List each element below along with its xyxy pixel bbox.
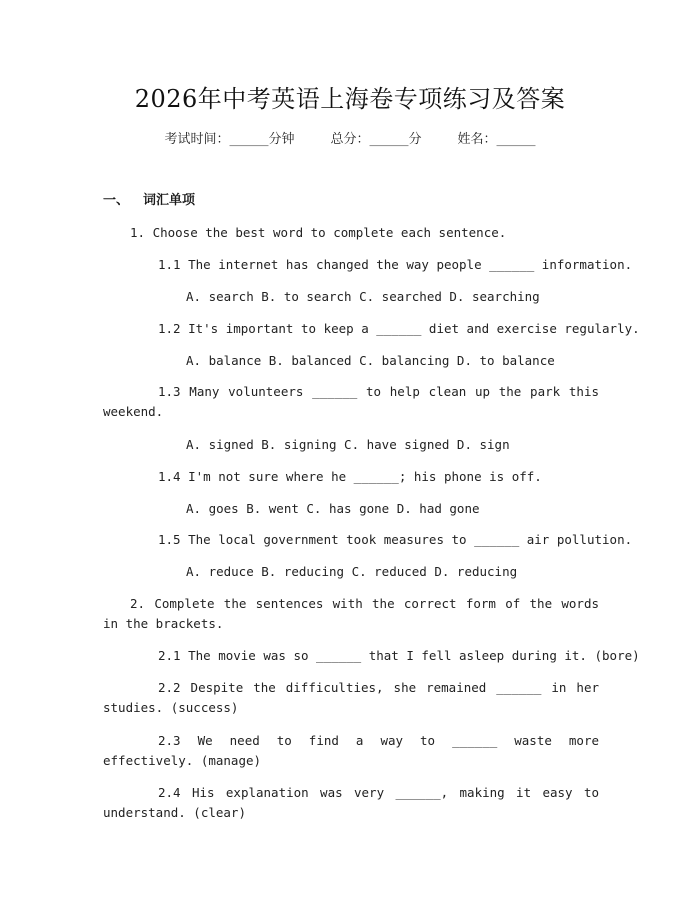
section-heading bbox=[103, 192, 195, 210]
question-1-5-stem: 1.5 The local government took measures to ______ air pollution. bbox=[158, 532, 633, 547]
question-2-4-stem-block bbox=[103, 783, 599, 823]
question-1-3-stem-block bbox=[103, 382, 599, 422]
page-title: 2026年中考英语上海卷专项练习及答案 bbox=[134, 85, 566, 113]
question-2-instruction-block bbox=[103, 594, 599, 634]
question-1-3-stem: 1.3 Many volunteers ______ to help clean up the park this weekend. bbox=[103, 384, 599, 419]
total-score-field: 总分：______分 bbox=[330, 132, 422, 147]
question-2-3-stem: 2.3 We need to find a way to ______ waste more effectively. (manage) bbox=[103, 733, 599, 768]
question-2-2-stem: 2.2 Despite the difficulties, she remained ______ in her studies. (success) bbox=[103, 680, 599, 715]
question-2-4-stem: 2.4 His explanation was very ______, making it easy to understand. (clear) bbox=[103, 785, 599, 820]
question-2-instruction: 2. Complete the sentences with the correct form of the words in the brackets. bbox=[103, 596, 599, 631]
question-1-4-stem: 1.4 I'm not sure where he ______; his phone is off. bbox=[158, 469, 542, 484]
question-2-1-stem: 2.1 The movie was so ______ that I fell asleep during it. (bore) bbox=[158, 648, 640, 663]
exam-meta-line bbox=[0, 131, 700, 149]
question-1-instruction: 1. Choose the best word to complete each sentence. bbox=[130, 225, 507, 240]
question-1-5-options: A. reduce B. reducing C. reduced D. reducing bbox=[186, 564, 518, 579]
exam-time-field: 考试时间：______分钟 bbox=[164, 132, 295, 147]
section-number: 一、 bbox=[103, 193, 130, 208]
name-field: 姓名：______ bbox=[457, 132, 536, 147]
question-2-2-stem-block bbox=[103, 678, 599, 718]
question-1-4-options: A. goes B. went C. has gone D. had gone bbox=[186, 501, 480, 516]
section-title: 词汇单项 bbox=[143, 193, 196, 208]
question-1-3-options: A. signed B. signing C. have signed D. sign bbox=[186, 437, 510, 452]
question-1-2-stem: 1.2 It's important to keep a ______ diet and exercise regularly. bbox=[158, 321, 640, 336]
question-1-2-options: A. balance B. balanced C. balancing D. to balance bbox=[186, 353, 555, 368]
question-2-3-stem-block bbox=[103, 731, 599, 771]
question-1-1-options: A. search B. to search C. searched D. searching bbox=[186, 289, 540, 304]
question-1-1-stem: 1.1 The internet has changed the way people ______ information. bbox=[158, 257, 633, 272]
